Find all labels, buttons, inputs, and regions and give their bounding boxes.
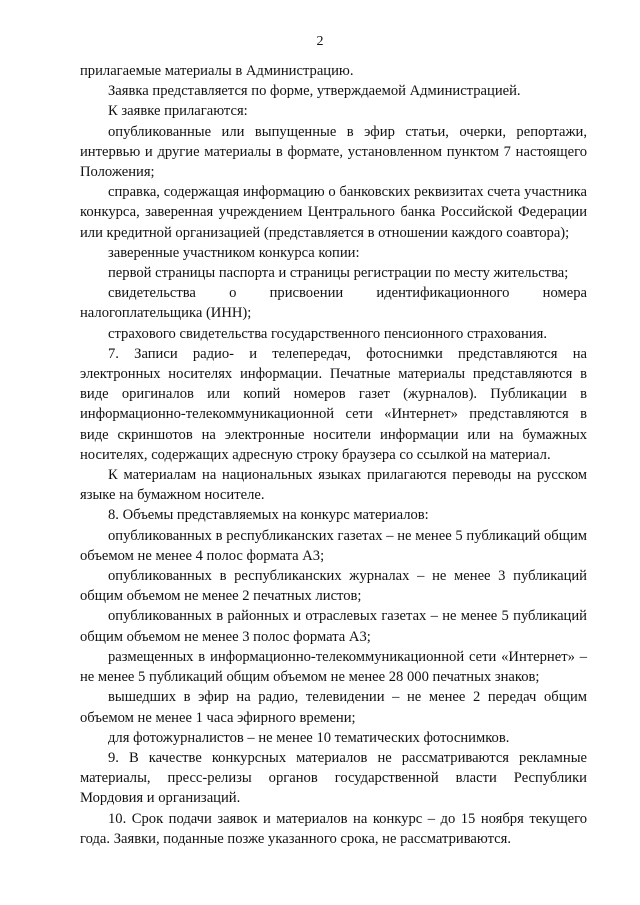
paragraph: справка, содержащая информацию о банковских реквизитах счета участника конкурса, заверенная учреждением Центрального банка Российской Федерации или кредитной организацией (представляется в отношении каждого соавтора);	[80, 184, 587, 241]
paragraph: первой страницы паспорта и страницы регистрации по месту жительства;	[108, 265, 569, 282]
paragraph: свидетельства о присвоении идентификационного номера налогоплательщика (ИНН);	[80, 285, 587, 322]
paragraph: страхового свидетельства государственного пенсионного страхования.	[108, 325, 547, 342]
paragraph: заверенные участником конкурса копии:	[108, 244, 360, 261]
paragraph: 8. Объемы представляемых на конкурс материалов:	[108, 507, 429, 524]
paragraph: 9. В качестве конкурсных материалов не рассматриваются рекламные материалы, пресс-релизы органов государственной власти Республики Мордовия и организаций.	[80, 749, 587, 807]
paragraph: опубликованные или выпущенные в эфир статьи, очерки, репортажи, интервью и другие материалы в формате, установленном пунктом 7 настоящего Положения;	[80, 123, 587, 181]
paragraph: для фотожурналистов – не менее 10 тематических фотоснимков.	[108, 729, 510, 746]
paragraph: 7. Записи радио- и телепередач, фотоснимки представляются на электронных носителях информации. Печатные материалы представляются в виде оригиналов или копий номеров газет (журналов). Публикации в информационно-телекоммуникационной сети «Интернет» представляются в виде скриншотов на электронные носители информации или на бумажных носителях, содержащих адресную строку браузера со ссылкой на материал.	[80, 345, 587, 463]
paragraph: прилагаемые материалы в Администрацию.	[80, 63, 354, 79]
paragraph: вышедших в эфир на радио, телевидении – не менее 2 передач общим объемом не менее 1 часа эфирного времени;	[80, 689, 587, 726]
paragraph: К материалам на национальных языках прилагаются переводы на русском языке на бумажном носителе.	[80, 467, 587, 504]
paragraph: Заявка представляется по форме, утверждаемой Администрацией.	[108, 83, 521, 100]
document-body	[80, 61, 587, 849]
paragraph: К заявке прилагаются:	[108, 103, 248, 120]
paragraph: опубликованных в районных и отраслевых газетах – не менее 5 публикаций общим объемом не менее 3 полос формата А3;	[80, 608, 587, 645]
paragraph: 10. Срок подачи заявок и материалов на конкурс – до 15 ноября текущего года. Заявки, поданные позже указанного срока, не рассматриваются.	[80, 810, 587, 847]
paragraph: размещенных в информационно-телекоммуникационной сети «Интернет» – не менее 5 публикаций общим объемом не менее 28 000 печатных знаков;	[80, 648, 587, 686]
page-number: 2	[316, 34, 324, 49]
paragraph: опубликованных в республиканских журналах – не менее 3 публикаций общим объемом не менее 2 печатных листов;	[80, 568, 587, 605]
paragraph: опубликованных в республиканских газетах – не менее 5 публикаций общим объемом не менее 4 полос формата А3;	[80, 527, 587, 564]
